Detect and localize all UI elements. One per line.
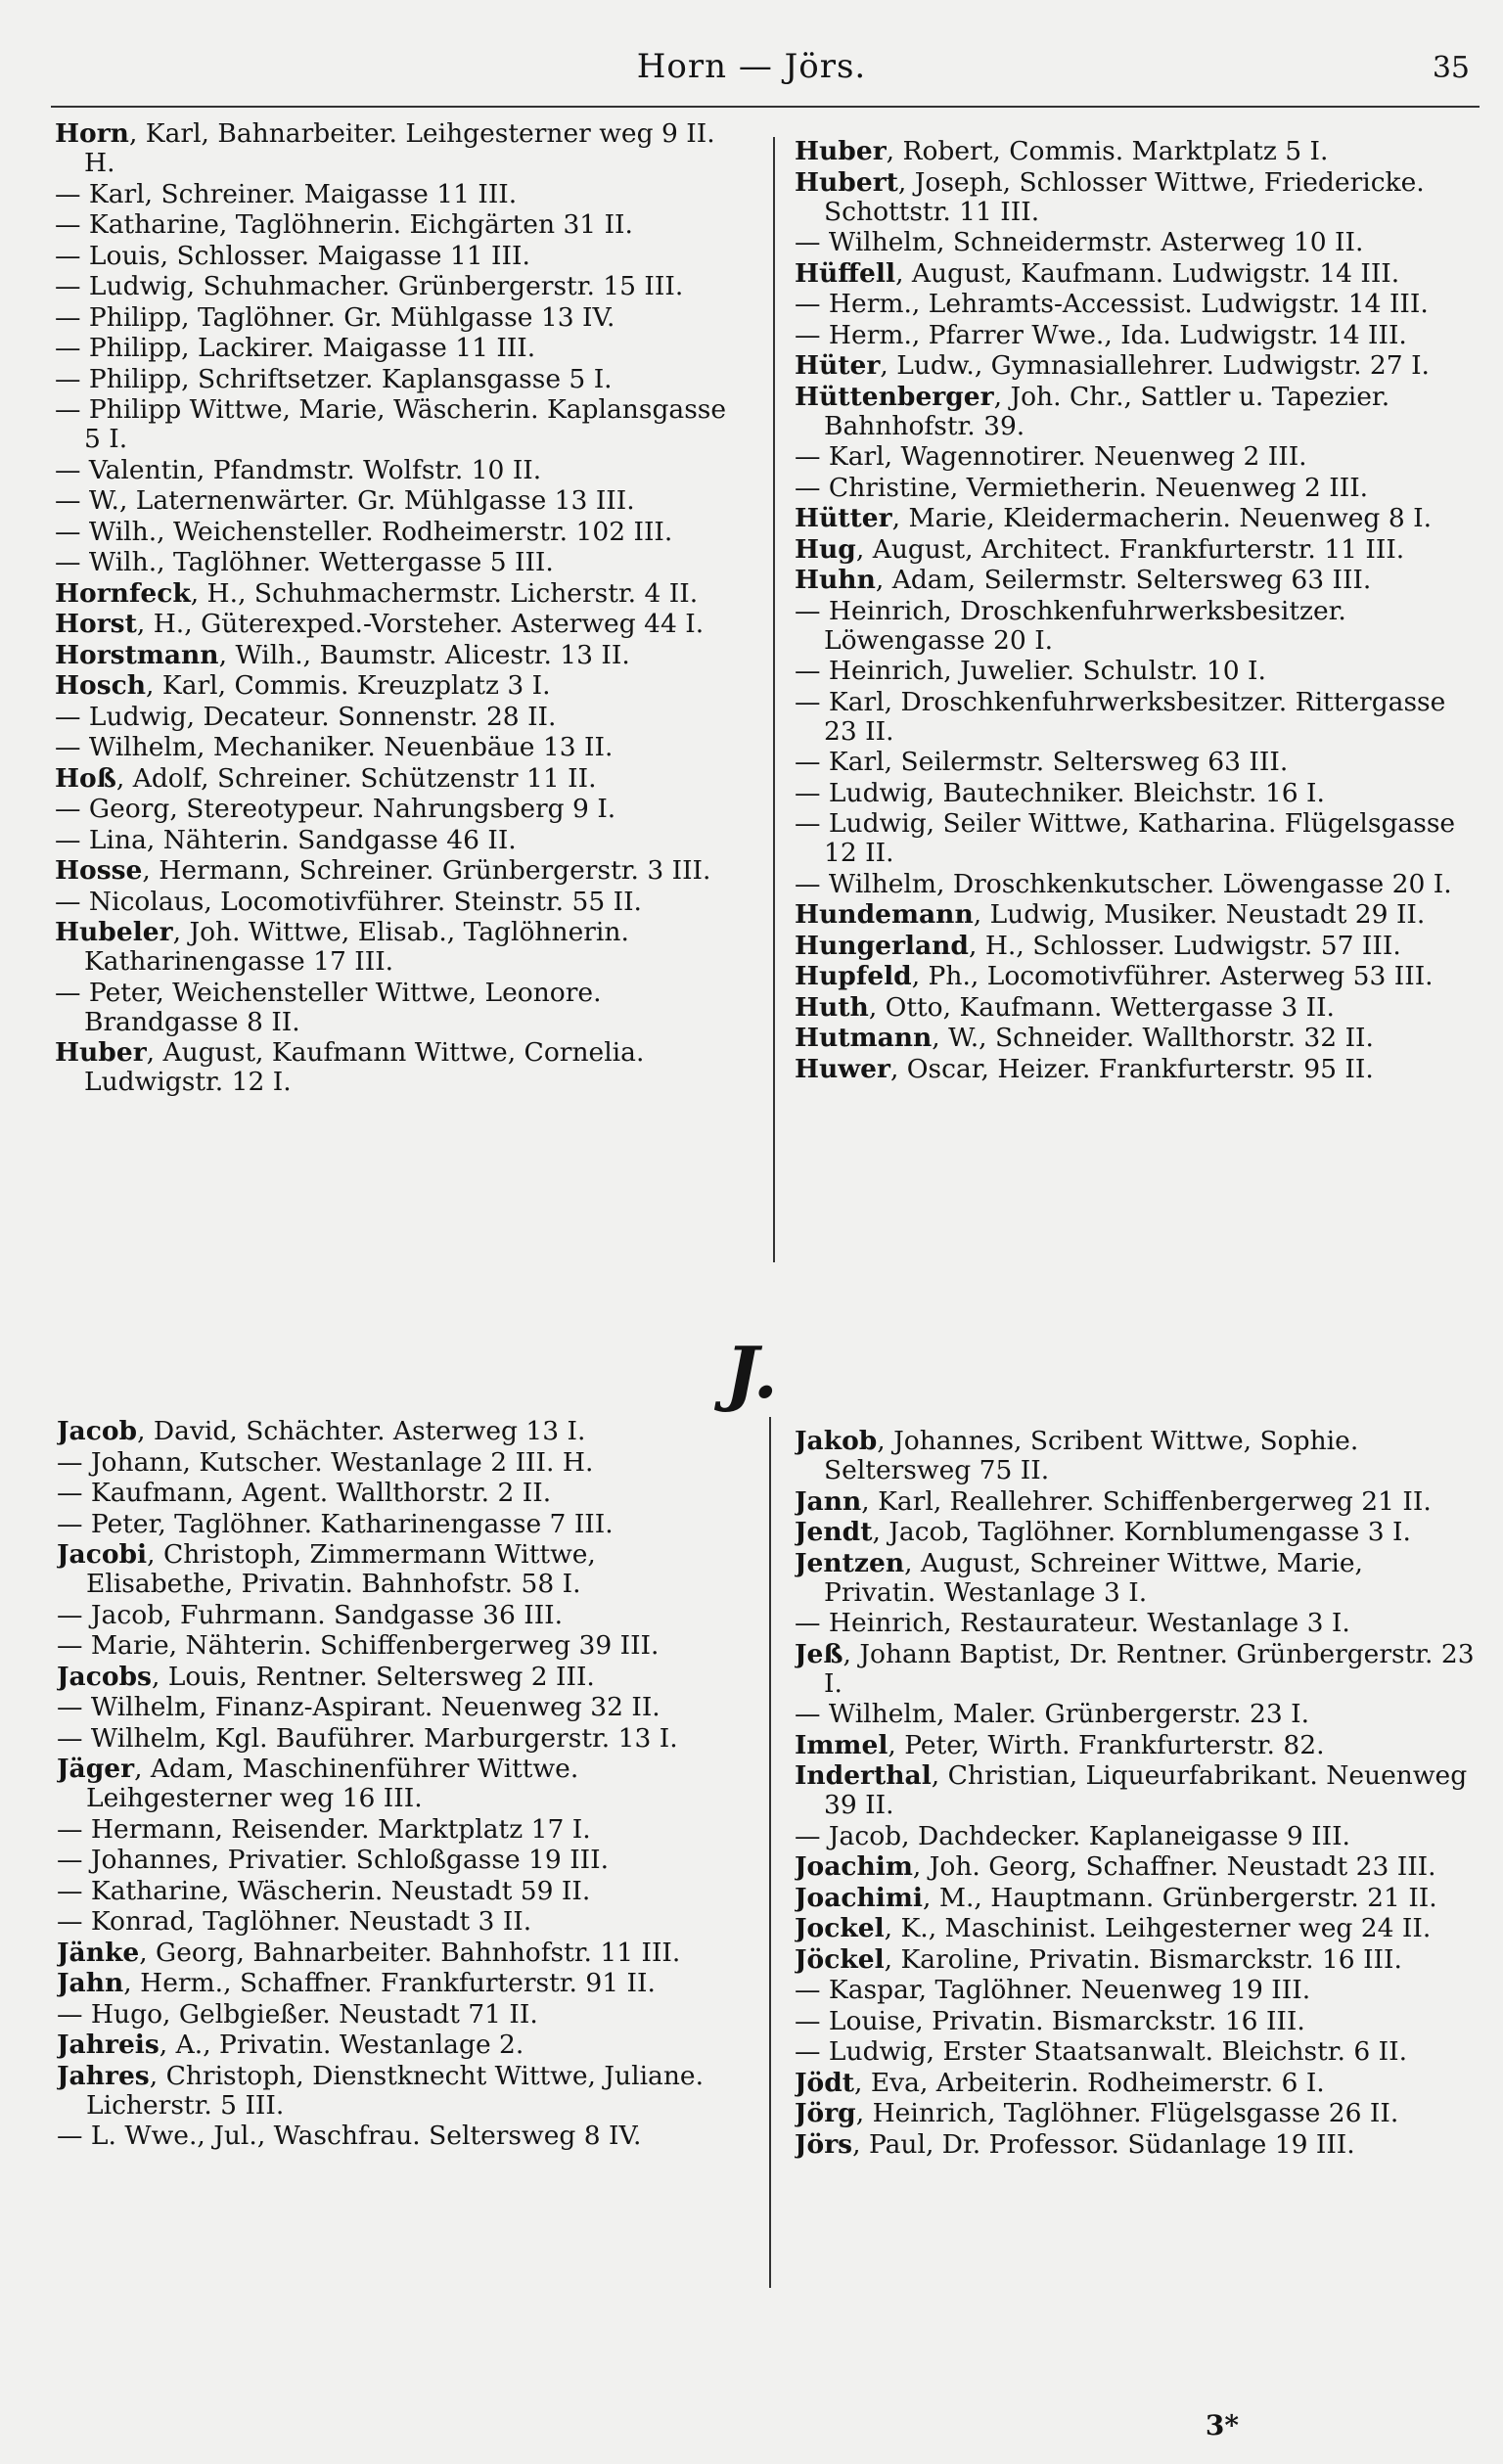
- directory-entry: [57, 1417, 748, 1446]
- directory-entry: — Wilhelm, Schneidermstr. Asterweg 10 II.: [795, 228, 1364, 257]
- entry-surname: Jendt: [795, 1518, 873, 1547]
- entry-details: , Paul, Dr. Professor. Südanlage 19 III.: [852, 2129, 1355, 2160]
- directory-entry: [795, 1024, 1476, 1053]
- directory-entry: — Philipp Wittwe, Marie, Wäscherin. Kaplansgasse 5 I.: [55, 395, 727, 454]
- entry-details: , Christoph, Zimmermann Wittwe, Elisabethe, Privatin. Bahnhofstr. 58 I.: [86, 1540, 596, 1599]
- entry-details: , Oscar, Heizer. Frankfurterstr. 95 II.: [889, 1054, 1374, 1084]
- entry-details: , Joseph, Schlosser Wittwe, Friedericke. Schottstr. 11 III.: [824, 167, 1425, 227]
- entry-details: , Karl, Commis. Kreuzplatz 3 I.: [146, 671, 551, 701]
- entry-details: , Wilh., Baumstr. Alicestr. 13 II.: [218, 640, 630, 670]
- directory-entry: — Wilhelm, Finanz-Aspirant. Neuenweg 32 II.: [57, 1693, 660, 1722]
- directory-entry: [795, 1945, 1480, 1975]
- entry-details: , A., Privatin. Westanlage 2.: [159, 2031, 524, 2060]
- directory-entry: — Karl, Droschkenfuhrwerksbesitzer. Rittergasse 23 II.: [795, 687, 1446, 747]
- entry-details: , Adam, Maschinenführer Wittwe. Leihgesterner weg 16 III.: [86, 1755, 579, 1813]
- entry-details: , Christian, Liqueurfabrikant. Neuenweg 39 II.: [824, 1761, 1468, 1820]
- directory-entry: [57, 1540, 748, 1599]
- page-header-title: Horn — Jörs.: [636, 47, 867, 86]
- directory-entry: [57, 1755, 748, 1813]
- entry-details: , Johannes, Scribent Wittwe, Sophie. Seltersweg 75 II.: [824, 1427, 1359, 1485]
- entry-surname: Jockel: [795, 1914, 885, 1943]
- directory-entry: — Philipp, Lackirer. Maigasse 11 III.: [55, 334, 536, 363]
- directory-entry: [795, 1884, 1480, 1913]
- directory-entry: — Christine, Vermietherin. Neuenweg 2 III.: [795, 473, 1369, 503]
- directory-entry: [55, 610, 750, 639]
- entry-details: , Christoph, Dienstknecht Wittwe, Juliane. Licherstr. 5 III.: [86, 2061, 705, 2121]
- entry-details: , Jacob, Taglöhner. Kornblumengasse 3 I.: [872, 1518, 1411, 1547]
- entry-surname: Joachimi: [795, 1883, 923, 1913]
- entry-details: , Johann Baptist, Dr. Rentner. Grünbergerstr. 23 I.: [824, 1639, 1475, 1699]
- entry-surname: Hutmann: [795, 1024, 933, 1053]
- entry-surname: Jahreis: [57, 2031, 159, 2060]
- entry-surname: Immel: [795, 1730, 888, 1760]
- directory-entry: — Wilhelm, Maler. Grünbergerstr. 23 I.: [795, 1700, 1310, 1729]
- directory-entry: — Lina, Nähterin. Sandgasse 46 II.: [55, 825, 517, 855]
- entry-details: , Marie, Kleidermacherin. Neuenweg 8 I.: [891, 504, 1432, 533]
- entry-surname: Hundemann: [795, 900, 974, 930]
- header-rule: [51, 106, 1480, 108]
- entry-details: , Karl, Bahnarbeiter. Leihgesterner weg 9 II. H.: [84, 119, 715, 178]
- directory-entry: — Louise, Privatin. Bismarckstr. 16 III.: [795, 2006, 1305, 2036]
- directory-entry: [55, 918, 750, 977]
- entry-surname: Huwer: [795, 1054, 890, 1084]
- entry-surname: Hüttenberger: [795, 382, 994, 412]
- directory-entry: [57, 1969, 748, 1998]
- directory-entry: — Karl, Seilermstr. Seltersweg 63 III.: [795, 748, 1289, 777]
- directory-entry: [795, 2130, 1480, 2160]
- directory-entry: — Kaspar, Taglöhner. Neuenweg 19 III.: [795, 1976, 1311, 2005]
- directory-entry: — Ludwig, Schuhmacher. Grünbergerstr. 15 III.: [55, 272, 684, 301]
- entry-details: , Peter, Wirth. Frankfurterstr. 82.: [888, 1730, 1325, 1760]
- entry-surname: Hupfeld: [795, 962, 912, 991]
- directory-entry: — Heinrich, Restaurateur. Westanlage 3 I.: [795, 1609, 1350, 1638]
- entry-surname: Jörs: [795, 2129, 853, 2160]
- entry-details: , Joh. Chr., Sattler u. Tapezier. Bahnhofstr. 39.: [824, 382, 1390, 441]
- entry-details: , Georg, Bahnarbeiter. Bahnhofstr. 11 III.: [139, 1938, 681, 1968]
- entry-details: , David, Schächter. Asterweg 13 I.: [137, 1417, 586, 1446]
- entry-surname: Jann: [795, 1486, 862, 1517]
- entry-surname: Horstmann: [55, 640, 219, 670]
- entry-details: , Louis, Rentner. Seltersweg 2 III.: [151, 1662, 595, 1692]
- column-left-top: [55, 119, 750, 1099]
- directory-entry: [55, 1038, 750, 1097]
- directory-entry: — Jacob, Fuhrmann. Sandgasse 36 III.: [57, 1600, 564, 1630]
- entry-details: , August, Architect. Frankfurterstr. 11 III.: [855, 534, 1405, 565]
- directory-entry: — Hugo, Gelbgießer. Neustadt 71 II.: [57, 1999, 538, 2030]
- directory-entry: — Kaufmann, Agent. Wallthorstr. 2 II.: [57, 1479, 552, 1508]
- entry-details: , Hermann, Schreiner. Grünbergerstr. 3 III.: [142, 856, 711, 886]
- directory-entry: — Philipp, Schriftsetzer. Kaplansgasse 5 I.: [55, 364, 613, 394]
- directory-entry: — Wilhelm, Droschkenkutscher. Löwengasse 20 I.: [795, 869, 1452, 899]
- directory-entry: [55, 579, 750, 609]
- directory-entry: — Louis, Schlosser. Maigasse 11 III.: [55, 241, 530, 271]
- entry-surname: Jödt: [795, 2068, 854, 2098]
- directory-entry: — Karl, Schreiner. Maigasse 11 III.: [55, 179, 518, 209]
- directory-entry: — Philipp, Taglöhner. Gr. Mühlgasse 13 IV.: [55, 302, 615, 333]
- directory-entry: [795, 1640, 1480, 1699]
- entry-surname: Jahres: [57, 2061, 150, 2091]
- entry-surname: Jacobs: [57, 1662, 152, 1692]
- entry-surname: Hütter: [795, 504, 892, 533]
- directory-entry: [795, 168, 1476, 227]
- entry-details: , Ludwig, Musiker. Neustadt 29 II.: [973, 900, 1426, 930]
- entry-details: , Eva, Arbeiterin. Rodheimerstr. 6 I.: [853, 2068, 1325, 2098]
- entry-details: , August, Schreiner Wittwe, Marie, Privatin. Westanlage 3 I.: [824, 1548, 1363, 1608]
- directory-entry: [795, 1518, 1480, 1547]
- entry-surname: Hüffell: [795, 258, 896, 289]
- entry-surname: Jeß: [795, 1639, 843, 1669]
- directory-entry: — Peter, Weichensteller Wittwe, Leonore. Brandgasse 8 II.: [55, 978, 602, 1037]
- directory-entry: [795, 566, 1476, 595]
- entry-details: , Joh. Wittwe, Elisab., Taglöhnerin. Katharinengasse 17 III.: [84, 918, 629, 977]
- entry-details: , Herm., Schaffner. Frankfurterstr. 91 II.: [123, 1969, 656, 1998]
- entry-surname: Joachim: [795, 1852, 913, 1882]
- directory-entry: [57, 1939, 748, 1968]
- entry-details: , H., Schuhmachermstr. Licherstr. 4 II.: [190, 578, 699, 609]
- directory-entry: — Ludwig, Bautechniker. Bleichstr. 16 I.: [795, 778, 1325, 808]
- entry-surname: Jäger: [57, 1755, 135, 1784]
- directory-entry: — Johannes, Privatier. Schloßgasse 19 III.: [57, 1846, 610, 1875]
- directory-entry: [795, 1914, 1480, 1943]
- directory-entry: [795, 351, 1476, 381]
- directory-entry: [795, 504, 1476, 533]
- entry-details: , H., Schlosser. Ludwigstr. 57 III.: [968, 931, 1401, 961]
- directory-entry: [795, 1427, 1480, 1485]
- directory-entry: [55, 671, 750, 701]
- page-number: 35: [1432, 51, 1470, 85]
- directory-entry: — Peter, Taglöhner. Katharinengasse 7 III.: [57, 1509, 614, 1539]
- directory-entry: — Heinrich, Droschkenfuhrwerksbesitzer. Löwengasse 20 I.: [795, 596, 1346, 656]
- column-right-bottom: [795, 1427, 1480, 2161]
- directory-entry: — Wilhelm, Mechaniker. Neuenbäue 13 II.: [55, 733, 614, 762]
- directory-entry: [795, 900, 1476, 930]
- entry-surname: Jacob: [57, 1417, 138, 1446]
- entry-details: , August, Kaufmann. Ludwigstr. 14 III.: [895, 258, 1400, 289]
- directory-entry: [795, 383, 1476, 441]
- directory-entry: — L. Wwe., Jul., Waschfrau. Seltersweg 8 IV.: [57, 2122, 642, 2151]
- entry-surname: Jörg: [795, 2099, 856, 2128]
- directory-entry: — Konrad, Taglöhner. Neustadt 3 II.: [57, 1907, 532, 1937]
- entry-details: , Adolf, Schreiner. Schützenstr 11 II.: [115, 763, 597, 794]
- entry-surname: Huhn: [795, 566, 876, 595]
- directory-entry: — Georg, Stereotypeur. Nahrungsberg 9 I.: [55, 795, 616, 824]
- directory-entry: [795, 1487, 1480, 1517]
- entry-details: , M., Hauptmann. Grünbergerstr. 21 II.: [922, 1883, 1437, 1913]
- directory-entry: [795, 1852, 1480, 1882]
- directory-entry: — Johann, Kutscher. Westanlage 2 III. H.: [57, 1447, 594, 1478]
- directory-entry: — Hermann, Reisender. Marktplatz 17 I.: [57, 1814, 591, 1845]
- entry-surname: Jakob: [795, 1427, 878, 1456]
- directory-entry: [57, 2031, 748, 2060]
- directory-entry: — W., Laternenwärter. Gr. Mühlgasse 13 III.: [55, 486, 635, 516]
- column-divider-bottom: [769, 1417, 771, 2288]
- section-letter: J.: [725, 1331, 778, 1414]
- entry-details: , Ph., Locomotivführer. Asterweg 53 III.: [911, 962, 1434, 991]
- entry-details: , Robert, Commis. Marktplatz 5 I.: [886, 137, 1329, 166]
- directory-entry: — Ludwig, Erster Staatsanwalt. Bleichstr. 6 II.: [795, 2037, 1408, 2067]
- entry-surname: Hosch: [55, 671, 147, 701]
- directory-entry: [795, 259, 1476, 289]
- directory-entry: — Herm., Pfarrer Wwe., Ida. Ludwigstr. 14 III.: [795, 320, 1407, 350]
- directory-entry: — Karl, Wagennotirer. Neuenweg 2 III.: [795, 442, 1307, 472]
- directory-entry: — Herm., Lehramts-Accessist. Ludwigstr. 14 III.: [795, 290, 1429, 319]
- directory-entry: [57, 1663, 748, 1692]
- entry-surname: Inderthal: [795, 1761, 932, 1791]
- entry-surname: Huber: [55, 1038, 147, 1068]
- directory-entry: [57, 2062, 748, 2121]
- directory-entry: [795, 2069, 1480, 2098]
- entry-surname: Horn: [55, 119, 129, 149]
- directory-entry: — Ludwig, Seiler Wittwe, Katharina. Flügelsgasse 12 II.: [795, 809, 1456, 868]
- directory-entry: — Jacob, Dachdecker. Kaplaneigasse 9 III.: [795, 1821, 1350, 1851]
- directory-entry: [795, 993, 1476, 1023]
- directory-entry: [795, 2099, 1480, 2128]
- directory-entry: [795, 137, 1476, 166]
- entry-surname: Hubeler: [55, 918, 173, 947]
- entry-details: , Joh. Georg, Schaffner. Neustadt 23 III.: [912, 1852, 1436, 1882]
- directory-entry: — Heinrich, Juwelier. Schulstr. 10 I.: [795, 657, 1266, 686]
- directory-entry: [795, 1761, 1480, 1820]
- column-right-top: [795, 137, 1476, 1085]
- directory-entry: — Nicolaus, Locomotivführer. Steinstr. 55 II.: [55, 887, 642, 917]
- directory-entry: [795, 535, 1476, 565]
- entry-details: , Adam, Seilermstr. Seltersweg 63 III.: [875, 566, 1372, 595]
- directory-entry: [55, 764, 750, 794]
- directory-entry: — Wilhelm, Kgl. Bauführer. Marburgerstr. 13 I.: [57, 1723, 678, 1754]
- entry-surname: Jänke: [57, 1938, 140, 1968]
- entry-surname: Huber: [795, 137, 887, 166]
- directory-entry: — Katharine, Wäscherin. Neustadt 59 II.: [57, 1876, 591, 1906]
- directory-entry: [55, 641, 750, 670]
- entry-surname: Jahn: [57, 1969, 124, 1998]
- directory-entry: [795, 962, 1476, 991]
- directory-entry: [795, 1549, 1480, 1608]
- directory-entry: [55, 119, 750, 178]
- entry-surname: Horst: [55, 610, 137, 639]
- entry-details: , Heinrich, Taglöhner. Flügelsgasse 26 II.: [855, 2099, 1399, 2128]
- entry-surname: Hubert: [795, 167, 898, 198]
- entry-details: , Ludw., Gymnasiallehrer. Ludwigstr. 27 I.: [880, 351, 1430, 381]
- directory-entry: [795, 1055, 1476, 1084]
- entry-surname: Hüter: [795, 351, 881, 381]
- entry-surname: Hoß: [55, 763, 116, 794]
- column-divider-top: [773, 137, 775, 1262]
- directory-entry: — Wilh., Weichensteller. Rodheimerstr. 102 III.: [55, 517, 673, 547]
- entry-details: , W., Schneider. Wallthorstr. 32 II.: [932, 1024, 1374, 1053]
- entry-surname: Hug: [795, 534, 856, 565]
- signature-mark: 3*: [1205, 2409, 1239, 2441]
- directory-entry: — Ludwig, Decateur. Sonnenstr. 28 II.: [55, 702, 557, 732]
- entry-details: , Otto, Kaufmann. Wettergasse 3 II.: [868, 992, 1335, 1023]
- directory-entry: [55, 856, 750, 886]
- entry-surname: Jentzen: [795, 1548, 905, 1578]
- entry-details: , Karl, Reallehrer. Schiffenbergerweg 21 II.: [861, 1486, 1432, 1517]
- entry-surname: Hosse: [55, 856, 143, 886]
- directory-entry: — Marie, Nähterin. Schiffenbergerweg 39 III.: [57, 1631, 660, 1661]
- entry-surname: Jacobi: [57, 1540, 148, 1570]
- entry-details: , Karoline, Privatin. Bismarckstr. 16 III.: [884, 1944, 1402, 1975]
- directory-entry: — Wilh., Taglöhner. Wettergasse 5 III.: [55, 548, 554, 577]
- entry-surname: Hungerland: [795, 931, 969, 961]
- column-left-bottom: [57, 1417, 748, 2153]
- directory-entry: [795, 1731, 1480, 1760]
- entry-surname: Hornfeck: [55, 578, 191, 609]
- entry-details: , K., Maschinist. Leihgesterner weg 24 II.: [884, 1914, 1432, 1943]
- entry-surname: Huth: [795, 992, 869, 1023]
- entry-surname: Jöckel: [795, 1944, 885, 1975]
- entry-details: , August, Kaufmann Wittwe, Cornelia. Ludwigstr. 12 I.: [84, 1038, 645, 1097]
- directory-entry: — Katharine, Taglöhnerin. Eichgärten 31 II.: [55, 210, 633, 240]
- directory-entry: [795, 932, 1476, 961]
- entry-details: , H., Güterexped.-Vorsteher. Asterweg 44 I.: [136, 610, 705, 639]
- directory-entry: — Valentin, Pfandmstr. Wolfstr. 10 II.: [55, 455, 542, 485]
